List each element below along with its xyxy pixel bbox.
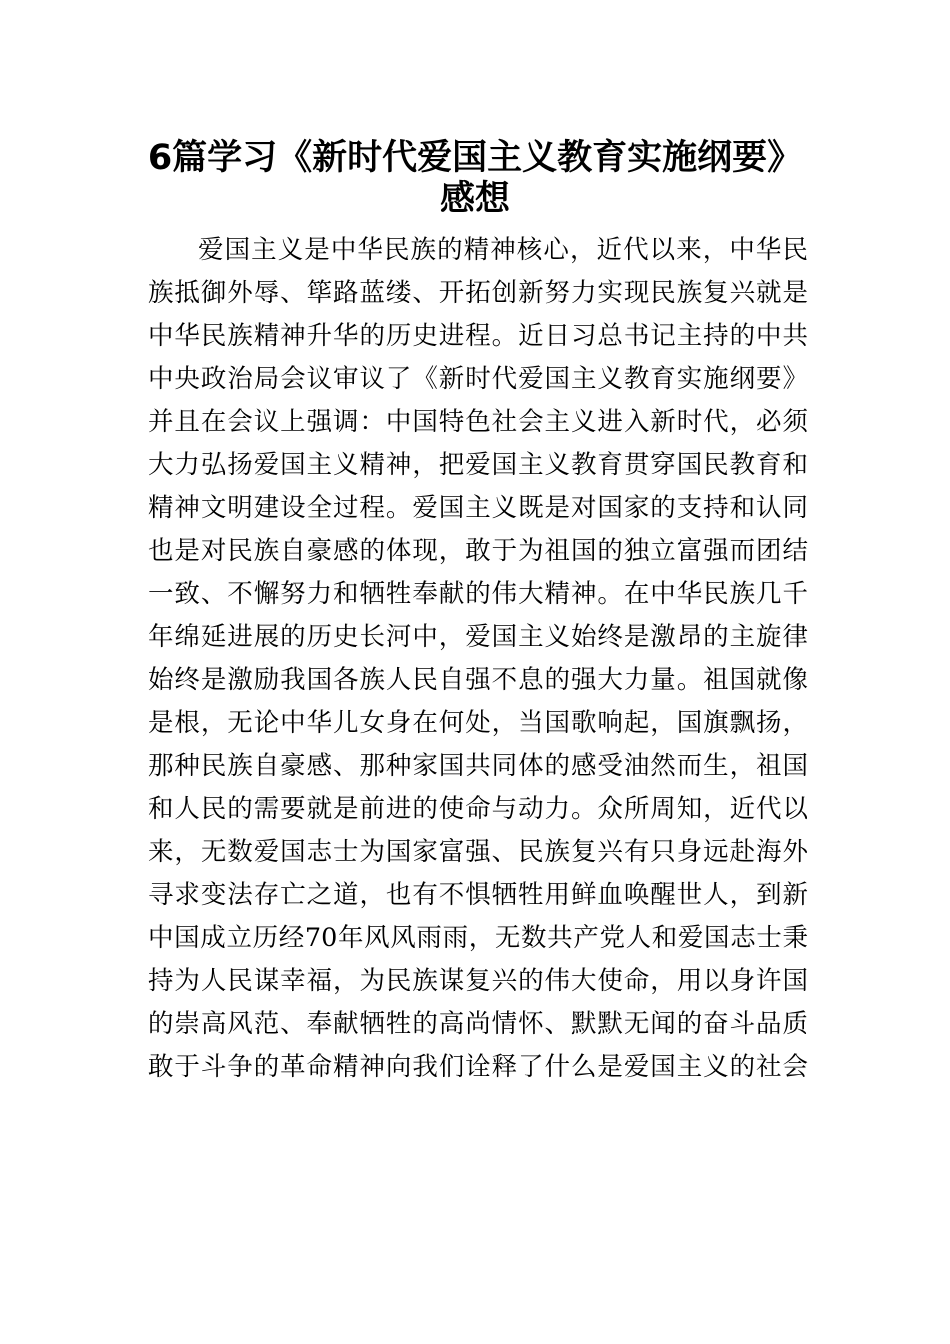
body-line-12: 是根，无论中华儿女身在何处，当国歌响起，国旗飘扬， — [148, 708, 808, 738]
body-line-13: 那种民族自豪感、那种家国共同体的感受油然而生，祖国 — [148, 751, 808, 781]
document-title-line-1: 6篇学习《新时代爱国主义教育实施纲要》 — [147, 138, 803, 178]
body-line-6: 大力弘扬爱国主义精神，把爱国主义教育贯穿国民教育和 — [148, 450, 808, 480]
body-line-16: 寻求变法存亡之道，也有不惧牺牲用鲜血唤醒世人，到新 — [148, 880, 808, 910]
body-line-2: 族抵御外辱、筚路蓝缕、开拓创新努力实现民族复兴就是 — [148, 278, 808, 308]
body-line-4: 中央政治局会议审议了《新时代爱国主义教育实施纲要》 — [148, 364, 808, 394]
body-line-9: 一致、不懈努力和牺牲奉献的伟大精神。在中华民族几千 — [148, 579, 808, 609]
body-line-11: 始终是激励我国各族人民自强不息的强大力量。祖国就像 — [148, 665, 808, 695]
body-line-20: 敢于斗争的革命精神向我们诠释了什么是爱国主义的社会 — [148, 1052, 808, 1082]
body-line-18: 持为人民谋幸福，为民族谋复兴的伟大使命，用以身许国 — [148, 966, 808, 996]
body-line-1: 爱国主义是中华民族的精神核心，近代以来，中华民 — [198, 235, 808, 265]
body-line-19: 的崇高风范、奉献牺牲的高尚情怀、默默无闻的奋斗品质 — [148, 1009, 808, 1039]
body-line-10: 年绵延进展的历史长河中，爱国主义始终是激昂的主旋律 — [148, 622, 808, 652]
body-line-15: 来，无数爱国志士为国家富强、民族复兴有只身远赴海外 — [148, 837, 808, 867]
body-line-8: 也是对民族自豪感的体现，敢于为祖国的独立富强而团结 — [148, 536, 808, 566]
document-title-line-2: 感想 — [439, 179, 510, 219]
body-line-5: 并且在会议上强调：中国特色社会主义进入新时代，必须 — [148, 407, 808, 437]
body-line-14: 和人民的需要就是前进的使命与动力。众所周知，近代以 — [148, 794, 808, 824]
body-line-7: 精神文明建设全过程。爱国主义既是对国家的支持和认同 — [148, 493, 808, 523]
body-line-17: 中国成立历经70年风风雨雨，无数共产党人和爱国志士秉 — [148, 923, 808, 953]
body-line-3: 中华民族精神升华的历史进程。近日习总书记主持的中共 — [148, 321, 808, 351]
